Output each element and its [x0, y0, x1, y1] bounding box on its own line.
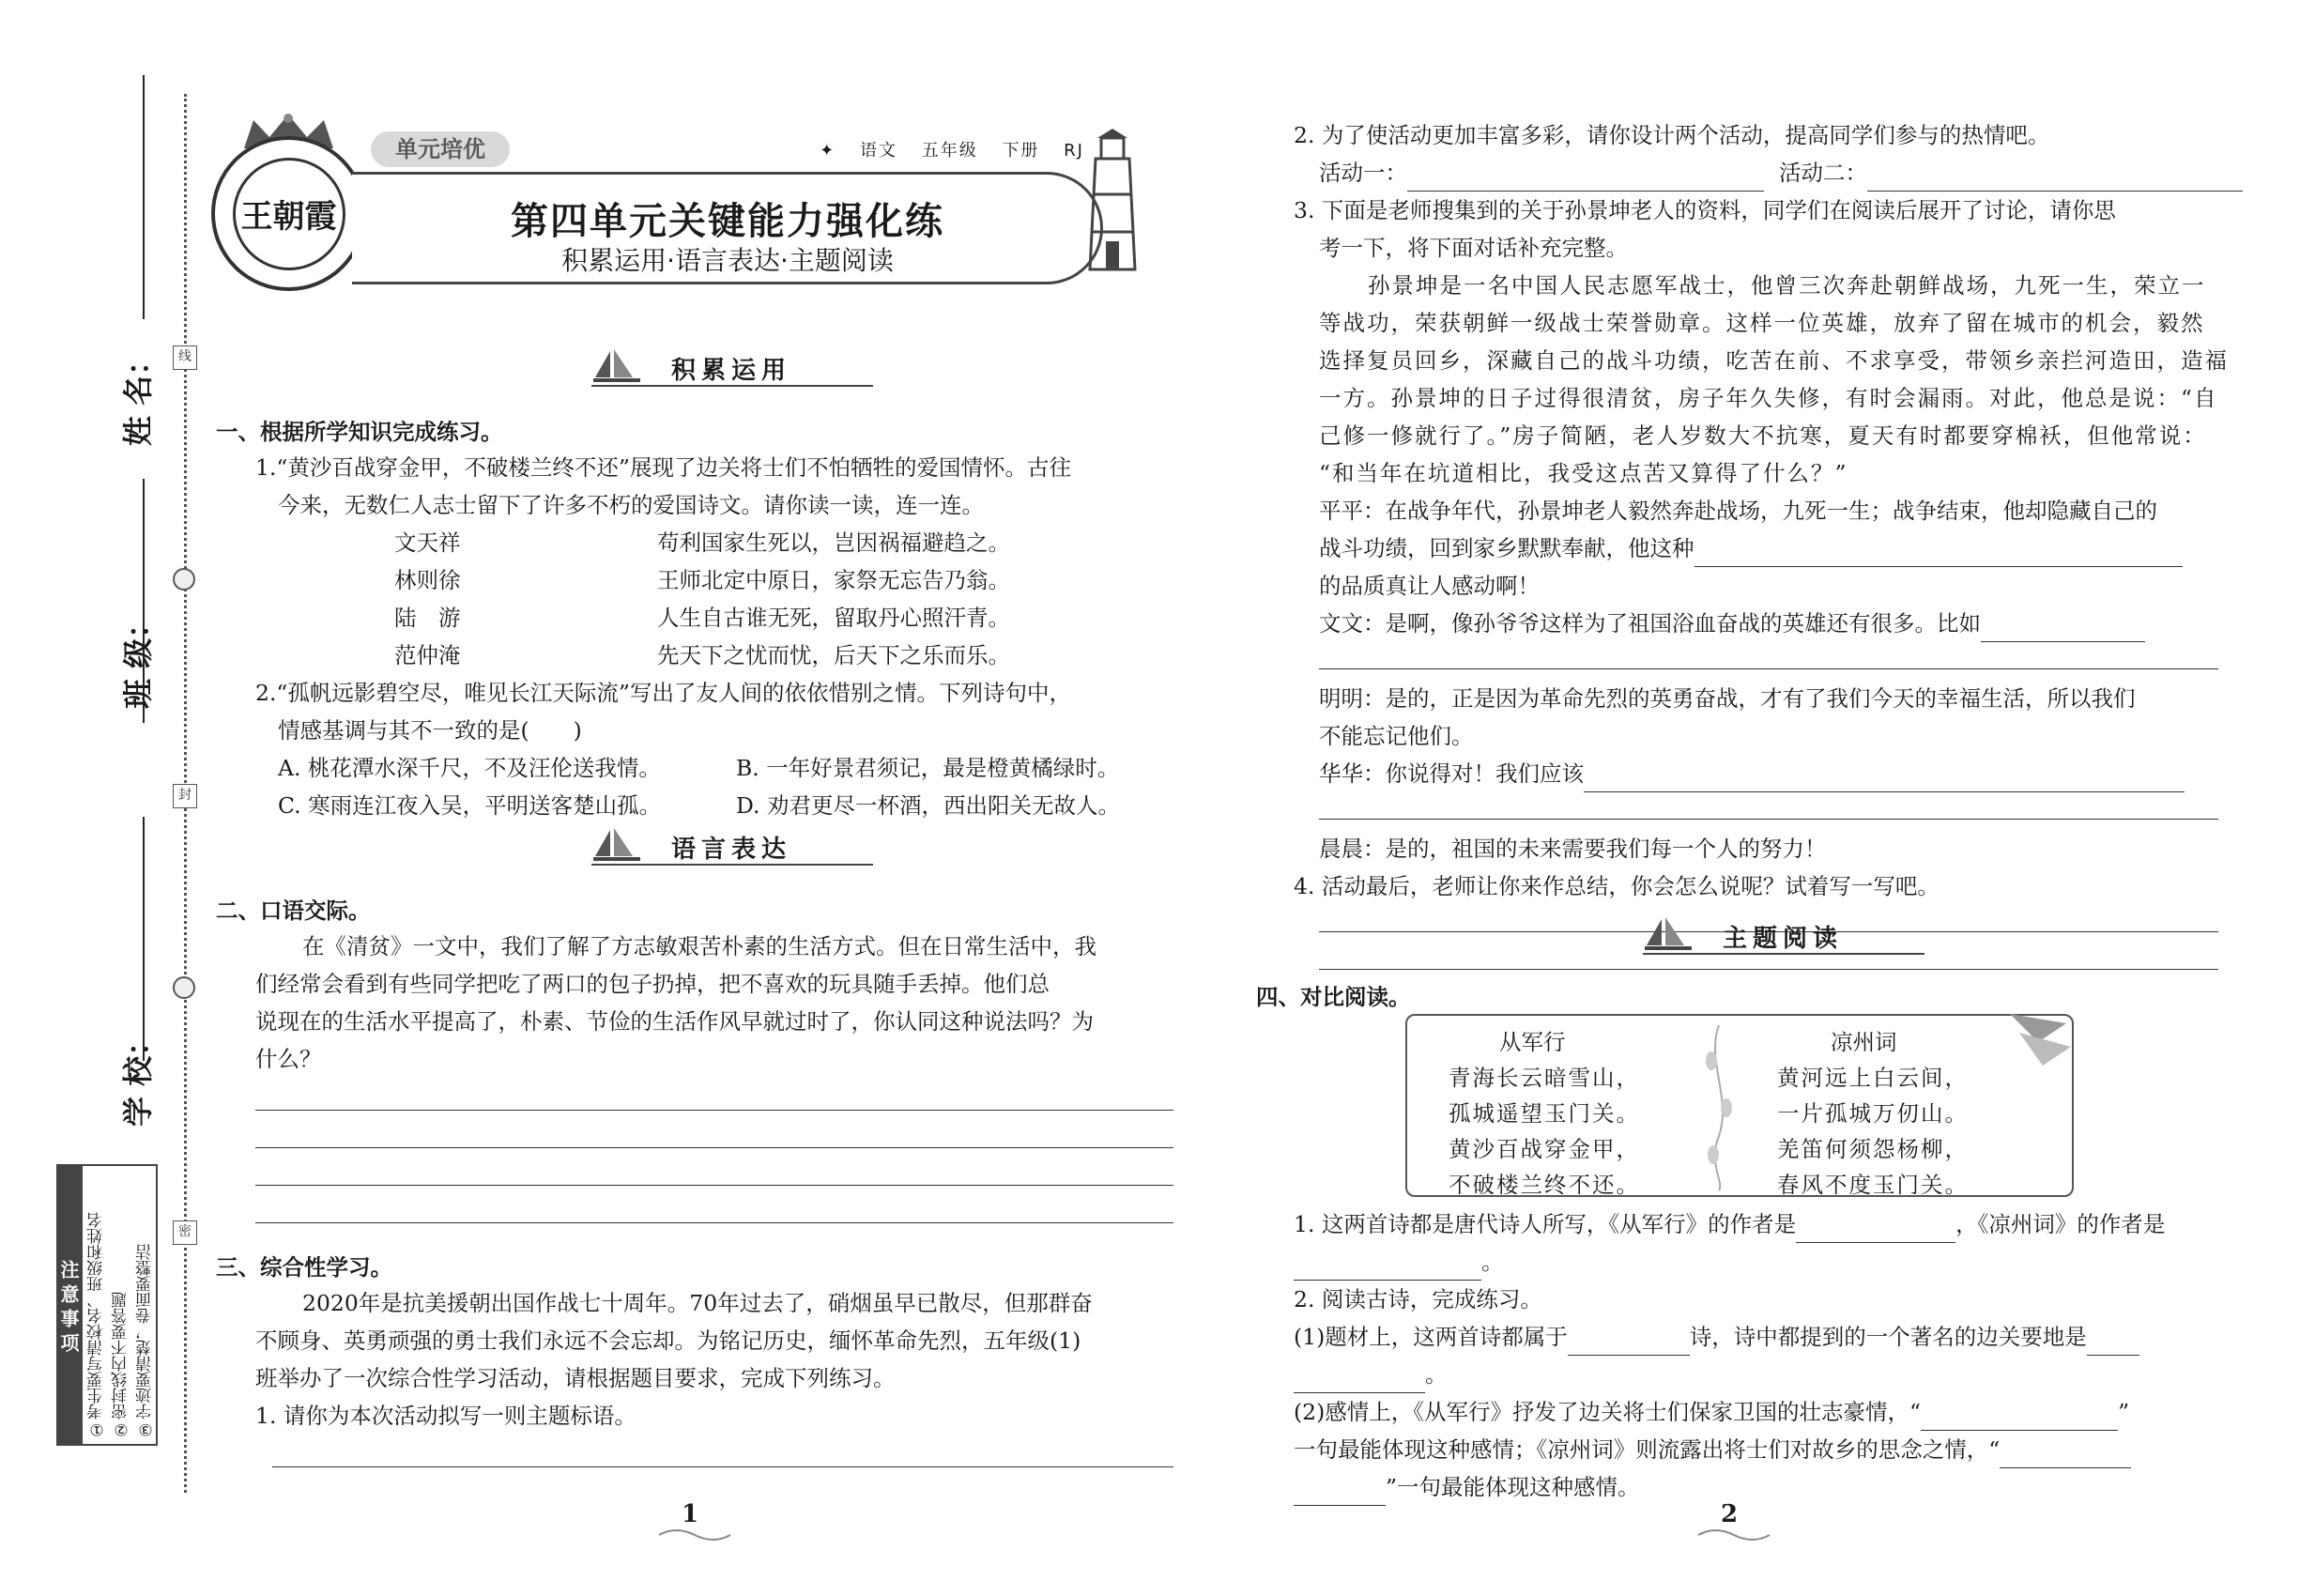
dialogue-mingming: 不能忘记他们。 — [1319, 723, 1474, 749]
wenwen-blank[interactable] — [1981, 614, 2145, 642]
tag-bar — [352, 131, 1197, 169]
match-author[interactable]: 陆 游 — [394, 605, 461, 631]
s2-paragraph: 什么？ — [255, 1046, 322, 1072]
match-verse[interactable]: 人生自古谁无死，留取丹心照汗青。 — [657, 605, 1010, 631]
class-field[interactable] — [56, 479, 169, 789]
answer-line[interactable] — [255, 1147, 1173, 1148]
reading-q1-text: ，《凉州词》的作者是 — [1955, 1211, 2166, 1237]
wave-ornament-icon — [657, 1526, 732, 1544]
reading-q2: 2. 阅读古诗，完成练习。 — [1294, 1286, 1542, 1312]
bamboo-leaves-icon — [2001, 1005, 2076, 1080]
reading-q1-text: 。 — [1481, 1249, 1504, 1275]
answer-line[interactable] — [272, 1466, 1173, 1467]
reading-q2-2 — [1294, 1431, 2131, 1468]
reading-q2-2-text: (2)感情上，《从军行》抒发了边关将士们保家卫国的壮志豪情，“ — [1294, 1399, 1922, 1425]
binding-margin — [0, 0, 192, 1596]
q1-text: 1.“黄沙百战穿金甲，不破楼兰终不还”展现了边关将士们不怕牺牲的爱国情怀。古往 — [255, 454, 1071, 481]
s2-paragraph: 在《清贫》一文中，我们了解了方志敏艰苦朴素的生活方式。但在日常生活中，我 — [302, 933, 1096, 959]
reading-q1-text: 1. 这两首诗都是唐代诗人所写，《从军行》的作者是 — [1294, 1211, 1797, 1237]
reading-q2-1-text: 。 — [1425, 1361, 1448, 1388]
sailboat-icon — [591, 347, 657, 385]
book-meta — [803, 137, 1084, 161]
poem-2-line: 一片孤城万仞山。 — [1777, 1100, 1969, 1127]
answer-line[interactable] — [255, 1185, 1173, 1186]
name-field[interactable] — [56, 75, 169, 446]
dialogue-pingping-text: 战斗功绩，回到家乡默默奉献，他这种 — [1319, 535, 1694, 561]
banner-jilei — [591, 347, 873, 394]
page-subtitle: 积累运用·语言表达·主题阅读 — [561, 245, 894, 276]
match-author[interactable]: 文天祥 — [394, 529, 461, 556]
q1-text: 今来，无数仁人志士留下了许多不朽的爱国诗文。请你读一读，连一连。 — [278, 492, 984, 518]
dialogue-pingping: 的品质真让人感动啊！ — [1319, 573, 1540, 599]
poem-2-line: 羌笛何须怨杨柳， — [1777, 1136, 1969, 1162]
banner-yuyan — [591, 826, 873, 873]
binding-hole — [173, 568, 195, 591]
dialogue-wenwen — [1319, 605, 2145, 642]
reading-q2-1 — [1294, 1318, 2139, 1356]
sailboat-icon — [591, 826, 657, 864]
school-label: 学 校： — [120, 1025, 156, 1127]
section-3-title: 三、综合性学习。 — [216, 1254, 392, 1281]
notice-box — [56, 1164, 158, 1446]
banner-title: 语言表达 — [671, 836, 792, 864]
author-2-blank[interactable] — [1294, 1252, 1481, 1281]
dialogue-huahua — [1319, 755, 2185, 792]
verse-2-blank[interactable] — [2000, 1440, 2131, 1468]
dialogue-chenchen: 晨晨：是的，祖国的未来需要我们每一个人的努力！ — [1319, 836, 1827, 862]
notice-title: 注意事项 — [58, 1166, 83, 1444]
material-paragraph: 己修一修就行了。”房子简陋，老人岁数大不抗寒，夏天有时都要穿棉袄，但他常说： — [1319, 422, 2207, 449]
page-number-1: 1 — [682, 1500, 699, 1528]
banner-title: 主题阅读 — [1723, 925, 1844, 953]
huahua-blank[interactable] — [1584, 764, 2185, 792]
activity-2-text: 活动二： — [1779, 160, 1867, 186]
q2-option[interactable]: A. 桃花潭水深千尺，不及汪伦送我情。 — [278, 755, 661, 781]
dialogue-mingming: 明明：是的，正是因为革命先烈的英勇奋战，才有了我们今天的幸福生活，所以我们 — [1319, 685, 2136, 712]
title-box — [352, 172, 1103, 284]
brand-logo — [211, 136, 366, 291]
seal-mark-xian: 线 — [173, 345, 197, 370]
q2-option[interactable]: D. 劝君更尽一杯酒，西出阳关无故人。 — [736, 792, 1120, 819]
match-verse[interactable]: 苟利国家生死以，岂因祸福避趋之。 — [657, 529, 1010, 556]
reading-q1 — [1294, 1205, 2165, 1243]
notice-line: ①考生要写清校名、班级和姓名 — [87, 1212, 106, 1438]
pass-blank-cont[interactable] — [1294, 1365, 1425, 1393]
subject-label: 语文 — [859, 141, 897, 161]
answer-line[interactable] — [1319, 668, 2218, 669]
genre-blank[interactable] — [1568, 1327, 1690, 1356]
lighthouse-icon — [1075, 129, 1150, 279]
activity-1-blank[interactable] — [1407, 163, 1764, 192]
q4-text: 4. 活动最后，老师让你来作总结，你会怎么说呢？试着写一写吧。 — [1294, 873, 1940, 899]
verse-1-blank[interactable] — [1921, 1403, 2118, 1431]
match-verse[interactable]: 先天下之忧而忧，后天下之乐而乐。 — [657, 642, 1010, 668]
reading-q1 — [1294, 1243, 1504, 1281]
poem-1-line: 孤城遥望玉门关。 — [1449, 1100, 1640, 1127]
verse-2-blank-cont[interactable] — [1294, 1478, 1386, 1506]
activity-1-text: 活动一： — [1319, 160, 1407, 186]
dialogue-pingping: 平平：在战争年代，孙景坤老人毅然奔赴战场，九死一生；战争结束，他却隐藏自己的 — [1319, 498, 2157, 524]
banner-title: 积累运用 — [671, 357, 792, 385]
poem-2-line: 黄河远上白云间， — [1777, 1065, 1969, 1091]
reading-q2-1-text: 诗，诗中都提到的一个著名的边关要地是 — [1689, 1324, 2087, 1350]
name-label: 姓 名： — [120, 345, 156, 446]
reading-q2-1-text: (1)题材上，这两首诗都属于 — [1294, 1324, 1568, 1350]
section-1-title: 一、根据所学知识完成练习。 — [216, 419, 503, 445]
q3-text: 考一下，将下面对话补充完整。 — [1319, 235, 1628, 261]
s2-paragraph: 说现在的生活水平提高了，朴素、节俭的生活作风早就过时了，你认同这种说法吗？为 — [255, 1008, 1094, 1035]
seal-mark-mi: 密 — [173, 1220, 197, 1245]
reading-q2-1 — [1294, 1356, 1448, 1393]
q2-option[interactable]: C. 寒雨连江夜入吴，平明送客楚山孤。 — [278, 792, 662, 819]
material-paragraph: 等战功，荣获朝鲜一级战士荣誉勋章。这样一位英雄，放弃了留在城市的机会，毅然 — [1319, 310, 2205, 336]
reading-q2-2-text: 一句最能体现这种感情；《凉州词》则流露出将士们对故乡的思念之情，“ — [1294, 1436, 2001, 1463]
material-paragraph: 选择复员回乡，深藏自己的战斗功绩，吃苦在前、不求享受，带领乡亲拦河造田，造福 — [1319, 347, 2229, 374]
seal-mark-feng: 封 — [173, 784, 197, 808]
match-verse[interactable]: 王师北定中原日，家祭无忘告乃翁。 — [657, 567, 1010, 593]
banner-zhuti — [1643, 915, 1924, 962]
material-paragraph: 孙景坤是一名中国人民志愿军战士，他曾三次奔赴朝鲜战场，九死一生，荣立一 — [1368, 272, 2206, 299]
q2-text[interactable]: 情感基调与其不一致的是( ) — [278, 717, 582, 744]
section-2-title: 二、口语交际。 — [216, 898, 371, 924]
match-author[interactable]: 林则徐 — [394, 567, 461, 593]
dialogue-huahua-text: 华华：你说得对！我们应该 — [1319, 760, 1584, 787]
school-underline — [143, 817, 145, 1061]
answer-line[interactable] — [255, 1110, 1173, 1111]
poem-1-line: 黄沙百战穿金甲， — [1449, 1136, 1640, 1162]
page-title: 第四单元关键能力强化练 — [511, 200, 944, 243]
answer-line[interactable] — [1319, 819, 2218, 820]
activity-2-label[interactable] — [1779, 154, 2243, 192]
author-1-blank[interactable] — [1796, 1215, 1955, 1243]
dialogue-pingping — [1319, 529, 2183, 567]
poem-2-line: 春风不度玉门关。 — [1777, 1172, 1969, 1198]
edition-label: RJ — [1064, 141, 1084, 161]
binding-hole — [173, 976, 195, 999]
activity-1-label[interactable] — [1319, 154, 1764, 192]
volume-label: 下册 — [1002, 141, 1040, 161]
vine-ornament-icon — [1700, 1023, 1738, 1192]
grade-label: 五年级 — [921, 141, 978, 161]
name-underline — [143, 75, 145, 319]
s3-paragraph: 不顾身、英勇顽强的勇士我们永远不会忘却。为铭记历史，缅怀革命先烈，五年级(1) — [255, 1327, 1081, 1354]
material-paragraph: “和当年在坑道相比，我受这点苦又算得了什么？” — [1319, 460, 1848, 486]
pass-blank[interactable] — [2087, 1327, 2139, 1356]
answer-line[interactable] — [1319, 969, 2218, 970]
poem-1-line: 青海长云暗雪山， — [1449, 1065, 1640, 1091]
q2-option[interactable]: B. 一年好景君须记，最是橙黄橘绿时。 — [736, 755, 1120, 781]
s2-paragraph: 们经常会看到有些同学把吃了两口的包子扔掉，把不喜欢的玩具随手丢掉。他们总 — [255, 971, 1050, 997]
poem-2-title: 凉州词 — [1831, 1029, 1897, 1055]
s3-paragraph: 班举办了一次综合性学习活动，请根据题目要求，完成下列练习。 — [255, 1365, 896, 1391]
section-4-title: 四、对比阅读。 — [1256, 984, 1411, 1010]
reading-q2-2 — [1294, 1468, 1640, 1506]
page-header — [202, 108, 1197, 296]
match-author[interactable]: 范仲淹 — [394, 642, 461, 668]
activity-2-blank[interactable] — [1867, 163, 2243, 192]
notice-line: ③字迹要清楚，卷面要整洁 — [136, 1244, 155, 1438]
wave-ornament-icon — [1696, 1526, 1771, 1544]
reading-q2-2-text: ” — [2118, 1399, 2130, 1425]
q3-text: 3. 下面是老师搜集到的关于孙景坤老人的资料，同学们在阅读后展开了讨论，请你思 — [1294, 197, 2116, 223]
class-label: 班 级： — [120, 607, 156, 709]
page-number-2: 2 — [1721, 1500, 1739, 1528]
school-field[interactable] — [56, 817, 169, 1127]
s3-paragraph: 2020年是抗美援朝出国作战七十周年。70年过去了，硝烟虽早已散尽，但那群奋 — [302, 1290, 1093, 1316]
q2-text: 2.“孤帆远影碧空尽，唯见长江天际流”写出了友人间的依依惜别之情。下列诗句中， — [255, 680, 1071, 706]
dialogue-wenwen-text: 文文：是啊，像孙爷爷这样为了祖国浴血奋战的英雄还有很多。比如 — [1319, 610, 1981, 637]
reading-q2-2-text: ”一句最能体现这种感情。 — [1386, 1474, 1640, 1500]
unit-tag: 单元培优 — [371, 131, 510, 167]
material-paragraph: 一方。孙景坤的日子过得很清贫，房子年久失修，有时会漏雨。对此，他总是说：“自 — [1319, 385, 2218, 411]
notice-line: ②密封线内不要答题 — [112, 1292, 130, 1438]
reading-q2-2 — [1294, 1393, 2129, 1431]
s3-question-1: 1. 请你为本次活动拟写一则主题标语。 — [255, 1403, 636, 1429]
brand-name: 王朝霞 — [233, 158, 345, 270]
sailboat-icon — [1643, 915, 1709, 953]
poem-1-title: 从军行 — [1499, 1029, 1566, 1055]
poem-1-line: 不破楼兰终不还。 — [1449, 1172, 1640, 1198]
pingping-blank[interactable] — [1694, 539, 2183, 567]
answer-line[interactable] — [255, 1222, 1173, 1223]
q2-activity-text: 2. 为了使活动更加丰富多彩，请你设计两个活动，提高同学们参与的热情吧。 — [1294, 122, 2050, 148]
star-icon: ✦ — [820, 141, 836, 161]
